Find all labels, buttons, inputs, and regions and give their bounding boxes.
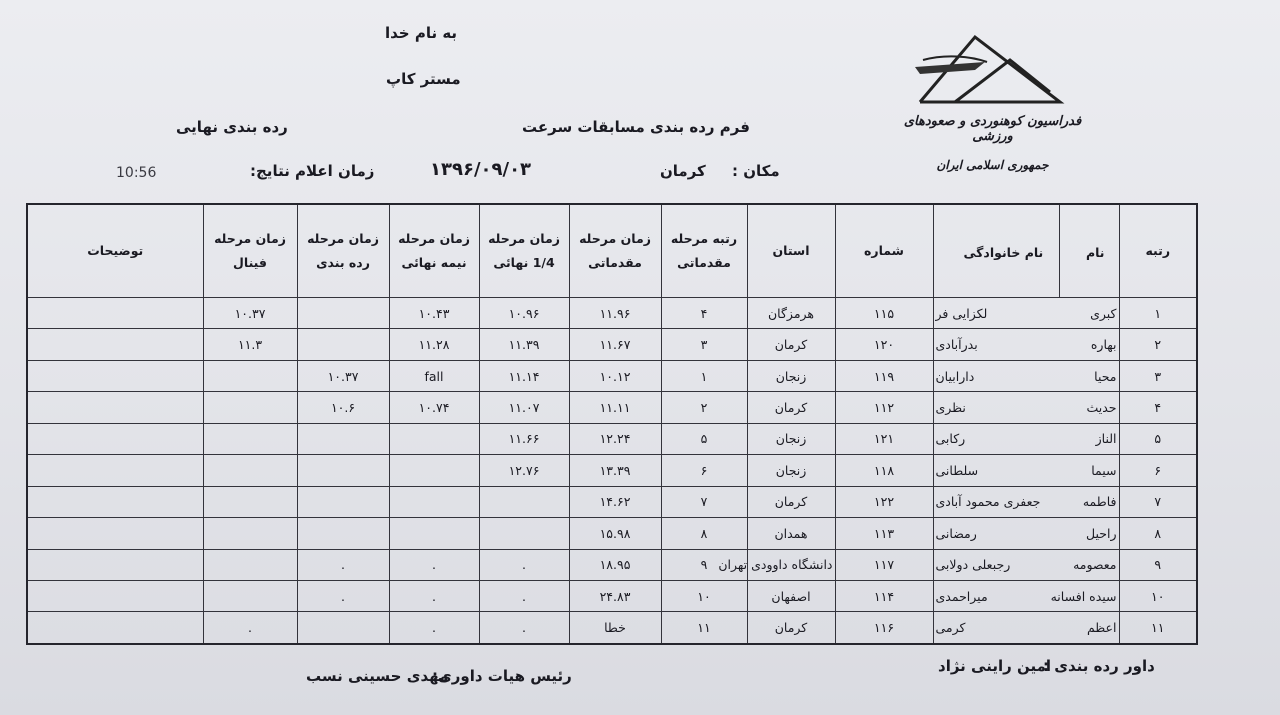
cell-family: نظری	[933, 392, 1059, 423]
cell-classification	[297, 423, 389, 454]
cell-province: دانشگاه داوودی تهران	[747, 549, 835, 580]
cell-notes	[27, 549, 203, 580]
col-province: استان	[747, 204, 835, 298]
col-classification: زمان مرحله رده بندی	[297, 204, 389, 298]
cell-name: معصومه	[1059, 549, 1119, 580]
cell-province: همدان	[747, 518, 835, 549]
cell-rank: ۱۰	[1119, 580, 1197, 611]
mountain-icon	[885, 32, 1100, 112]
cell-notes	[27, 518, 203, 549]
cell-notes	[27, 298, 203, 329]
cell-family: رکابی	[933, 423, 1059, 454]
col-name-family	[963, 204, 1119, 298]
cell-prelim-rank: ۱	[661, 360, 747, 391]
cell-name: فاطمه	[1059, 486, 1119, 517]
judge-name: امین راینی نژاد	[938, 657, 1052, 675]
cell-number: ۱۱۷	[835, 549, 933, 580]
col-prelim-time: زمان مرحله مقدماتی	[569, 204, 661, 298]
cell-final	[203, 549, 297, 580]
cell-prelim-rank: ۷	[661, 486, 747, 517]
cell-prelim-time: ۱۸.۹۵	[569, 549, 661, 580]
federation-logo	[885, 32, 1100, 182]
col-rank: رتبه	[1119, 204, 1197, 298]
cell-prelim-rank: ۳	[661, 329, 747, 360]
cell-classification	[297, 612, 389, 644]
cell-prelim-time: ۱۵.۹۸	[569, 518, 661, 549]
cell-name: کبری	[1059, 298, 1119, 329]
cell-notes	[27, 392, 203, 423]
logo-line1: فدراسیون کوهنوردی و صعودهای ورزشی	[903, 114, 1082, 144]
cell-quarter: ۱۰.۹۶	[479, 298, 569, 329]
cell-notes	[27, 423, 203, 454]
cell-prelim-time: ۱۴.۶۲	[569, 486, 661, 517]
logo-line2: جمهوری اسلامی ایران	[936, 158, 1049, 172]
cell-notes	[27, 360, 203, 391]
cell-classification	[297, 329, 389, 360]
cell-prelim-time: خطا	[569, 612, 661, 644]
cell-semi: .	[389, 612, 479, 644]
cell-prelim-time: ۱۳.۳۹	[569, 455, 661, 486]
cell-classification	[297, 486, 389, 517]
cell-semi: .	[389, 580, 479, 611]
event-name: مستر کاپ	[386, 70, 461, 88]
col-semi: زمان مرحله نیمه نهائی	[389, 204, 479, 298]
cell-semi: .	[389, 549, 479, 580]
cell-quarter	[479, 486, 569, 517]
table-row	[27, 298, 1197, 329]
head-judge-label: رئیس هیات داوری:	[432, 667, 572, 685]
cell-prelim-time: ۱۱.۶۷	[569, 329, 661, 360]
cell-prelim-rank: ۲	[661, 392, 747, 423]
cell-number: ۱۱۲	[835, 392, 933, 423]
place-label: مکان :	[732, 162, 780, 180]
cell-final	[203, 580, 297, 611]
cell-name: سیما	[1059, 455, 1119, 486]
results-time: 10:56	[116, 165, 157, 181]
cell-final	[203, 455, 297, 486]
table-header-row	[27, 204, 1197, 298]
cell-rank: ۵	[1119, 423, 1197, 454]
cell-final	[203, 392, 297, 423]
cell-family: رجبعلی دولابی	[933, 549, 1059, 580]
cell-semi: ۱۰.۷۴	[389, 392, 479, 423]
cell-rank: ۸	[1119, 518, 1197, 549]
col-notes: توضیحات	[27, 204, 203, 298]
cell-semi: ۱۰.۴۳	[389, 298, 479, 329]
cell-name: راحیل	[1059, 518, 1119, 549]
cell-prelim-rank: ۵	[661, 423, 747, 454]
cell-final	[203, 360, 297, 391]
cell-name: بهاره	[1059, 329, 1119, 360]
cell-notes	[27, 329, 203, 360]
cell-rank: ۱۱	[1119, 612, 1197, 644]
cell-prelim-time: ۲۴.۸۳	[569, 580, 661, 611]
cell-number: ۱۱۵	[835, 298, 933, 329]
col-name: نام	[1085, 245, 1105, 260]
cell-name: حدیث	[1059, 392, 1119, 423]
cell-semi	[389, 486, 479, 517]
cell-prelim-rank: ۴	[661, 298, 747, 329]
cell-semi: fall	[389, 360, 479, 391]
cell-semi	[389, 518, 479, 549]
cell-name: الناز	[1059, 423, 1119, 454]
cell-family: کرمی	[933, 612, 1059, 644]
cell-rank: ۶	[1119, 455, 1197, 486]
cell-province: کرمان	[747, 329, 835, 360]
cell-prelim-time: ۱۱.۱۱	[569, 392, 661, 423]
cell-classification	[297, 455, 389, 486]
cell-rank: ۹	[1119, 549, 1197, 580]
table-row	[27, 612, 1197, 644]
cell-quarter	[479, 518, 569, 549]
cell-number: ۱۲۲	[835, 486, 933, 517]
cell-quarter: ۱۱.۰۷	[479, 392, 569, 423]
cell-quarter: .	[479, 549, 569, 580]
bismillah: به نام خدا	[385, 24, 458, 42]
cell-number: ۱۲۰	[835, 329, 933, 360]
place-value: کرمان	[660, 162, 706, 180]
cell-province: هرمزگان	[747, 298, 835, 329]
cell-rank: ۲	[1119, 329, 1197, 360]
table-row	[27, 423, 1197, 454]
cell-number: ۱۱۶	[835, 612, 933, 644]
table-row	[27, 329, 1197, 360]
cell-final: ۱۰.۳۷	[203, 298, 297, 329]
cell-rank: ۷	[1119, 486, 1197, 517]
judge-label: داور رده بندی :	[1043, 657, 1155, 675]
cell-family: بدرآبادی	[933, 329, 1059, 360]
cell-province: زنجان	[747, 423, 835, 454]
cell-prelim-rank: ۶	[661, 455, 747, 486]
cell-notes	[27, 455, 203, 486]
cell-province: زنجان	[747, 360, 835, 391]
table-row	[27, 518, 1197, 549]
form-title: فرم رده بندی مسابقات سرعت	[522, 118, 750, 136]
cell-prelim-time: ۱۲.۲۴	[569, 423, 661, 454]
cell-number: ۱۱۸	[835, 455, 933, 486]
cell-final	[203, 518, 297, 549]
cell-prelim-rank: ۸	[661, 518, 747, 549]
cell-semi: ۱۱.۲۸	[389, 329, 479, 360]
cell-prelim-time: ۱۱.۹۶	[569, 298, 661, 329]
cell-quarter: ۱۱.۳۹	[479, 329, 569, 360]
cell-final	[203, 486, 297, 517]
cell-province: زنجان	[747, 455, 835, 486]
cell-name: محیا	[1059, 360, 1119, 391]
col-final: زمان مرحله فینال	[203, 204, 297, 298]
cell-family: دارابیان	[933, 360, 1059, 391]
cell-semi	[389, 423, 479, 454]
cell-province: کرمان	[747, 392, 835, 423]
table-row	[27, 486, 1197, 517]
cell-rank: ۱	[1119, 298, 1197, 329]
cell-province: کرمان	[747, 612, 835, 644]
cell-number: ۱۱۹	[835, 360, 933, 391]
col-prelim-rank: رتبه مرحله مقدماتی	[661, 204, 747, 298]
cell-family: لکزایی فر	[933, 298, 1059, 329]
cell-classification: ۱۰.۶	[297, 392, 389, 423]
cell-classification	[297, 298, 389, 329]
cell-name: سیده افسانه	[1059, 580, 1119, 611]
date-value: ۱۳۹۶/۰۹/۰۳	[430, 159, 532, 180]
cell-province: کرمان	[747, 486, 835, 517]
cell-quarter: ۱۲.۷۶	[479, 455, 569, 486]
ranking-label: رده بندی نهایی	[176, 118, 288, 136]
cell-prelim-rank: ۱۰	[661, 580, 747, 611]
cell-notes	[27, 580, 203, 611]
cell-province: اصفهان	[747, 580, 835, 611]
table-row	[27, 360, 1197, 391]
cell-prelim-time: ۱۰.۱۲	[569, 360, 661, 391]
cell-classification: ۱۰.۳۷	[297, 360, 389, 391]
table-row	[27, 549, 1197, 580]
cell-notes	[27, 612, 203, 644]
cell-rank: ۳	[1119, 360, 1197, 391]
cell-prelim-rank: ۱۱	[661, 612, 747, 644]
cell-number: ۱۱۳	[835, 518, 933, 549]
cell-number: ۱۱۴	[835, 580, 933, 611]
col-family: نام خانوادگی	[963, 245, 1044, 260]
head-judge-name: مهدی حسینی نسب	[306, 667, 449, 685]
cell-number: ۱۲۱	[835, 423, 933, 454]
cell-classification	[297, 518, 389, 549]
cell-notes	[27, 486, 203, 517]
results-time-label: زمان اعلام نتایج:	[250, 162, 375, 180]
cell-name: اعظم	[1059, 612, 1119, 644]
cell-semi	[389, 455, 479, 486]
col-quarter: زمان مرحله 1/4 نهائی	[479, 204, 569, 298]
table-row	[27, 580, 1197, 611]
cell-quarter: ۱۱.۶۶	[479, 423, 569, 454]
table-row	[27, 392, 1197, 423]
cell-rank: ۴	[1119, 392, 1197, 423]
cell-quarter: ۱۱.۱۴	[479, 360, 569, 391]
cell-classification: .	[297, 549, 389, 580]
cell-quarter: .	[479, 580, 569, 611]
cell-family: سلطانی	[933, 455, 1059, 486]
cell-final: .	[203, 612, 297, 644]
cell-final	[203, 423, 297, 454]
cell-classification: .	[297, 580, 389, 611]
cell-family: جعفری محمود آبادی	[933, 486, 1059, 517]
table-row	[27, 455, 1197, 486]
col-number: شماره	[835, 204, 933, 298]
cell-quarter: .	[479, 612, 569, 644]
results-table	[26, 203, 1198, 645]
cell-final: ۱۱.۳	[203, 329, 297, 360]
cell-prelim-rank: ۹	[661, 549, 747, 580]
cell-family: رمضانی	[933, 518, 1059, 549]
cell-family: میراحمدی	[933, 580, 1059, 611]
